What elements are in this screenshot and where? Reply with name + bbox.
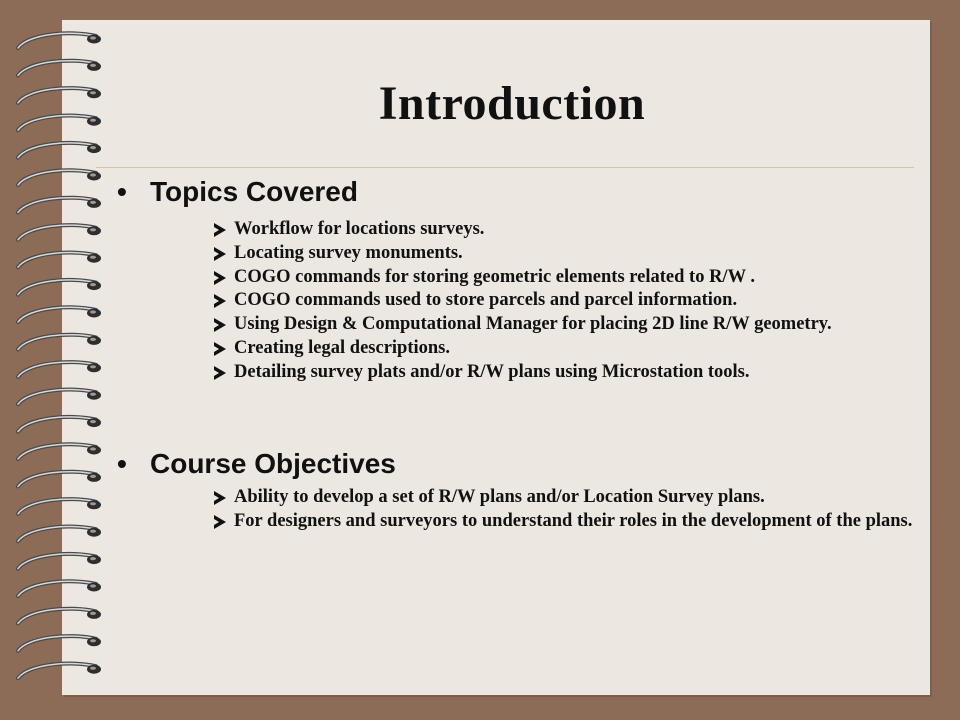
section-heading-topics	[117, 176, 358, 208]
list-item: Workflow for locations surveys.	[214, 218, 934, 242]
page-title: Introduction	[378, 77, 646, 130]
list-item: Locating survey monuments.	[214, 242, 934, 266]
arrow-bullet-icon	[214, 271, 226, 285]
bullet-icon: •	[117, 448, 127, 479]
list-item: COGO commands used to store parcels and parcel information.	[214, 289, 934, 313]
list-item: Creating legal descriptions.	[214, 337, 934, 361]
arrow-bullet-icon	[214, 247, 226, 261]
title-divider	[96, 167, 914, 168]
objectives-list	[214, 486, 934, 534]
section-heading-label: Topics Covered	[150, 176, 358, 207]
arrow-bullet-icon	[214, 342, 226, 356]
list-item: COGO commands for storing geometric elements related to R/W .	[214, 266, 934, 290]
arrow-bullet-icon	[214, 223, 226, 237]
arrow-bullet-icon	[214, 491, 226, 505]
arrow-bullet-icon	[214, 294, 226, 308]
list-item: Ability to develop a set of R/W plans and/or Location Survey plans.	[214, 486, 934, 510]
list-item: For designers and surveyors to understand their roles in the development of the plans.	[214, 510, 934, 534]
list-item: Detailing survey plats and/or R/W plans using Microstation tools.	[214, 361, 934, 385]
section-heading-objectives	[117, 448, 396, 480]
arrow-bullet-icon	[214, 318, 226, 332]
arrow-bullet-icon	[214, 515, 226, 529]
arrow-bullet-icon	[214, 366, 226, 380]
topics-list	[214, 218, 934, 385]
section-heading-label: Course Objectives	[150, 448, 396, 479]
bullet-icon: •	[117, 176, 127, 207]
list-item: Using Design & Computational Manager for placing 2D line R/W geometry.	[214, 313, 934, 337]
